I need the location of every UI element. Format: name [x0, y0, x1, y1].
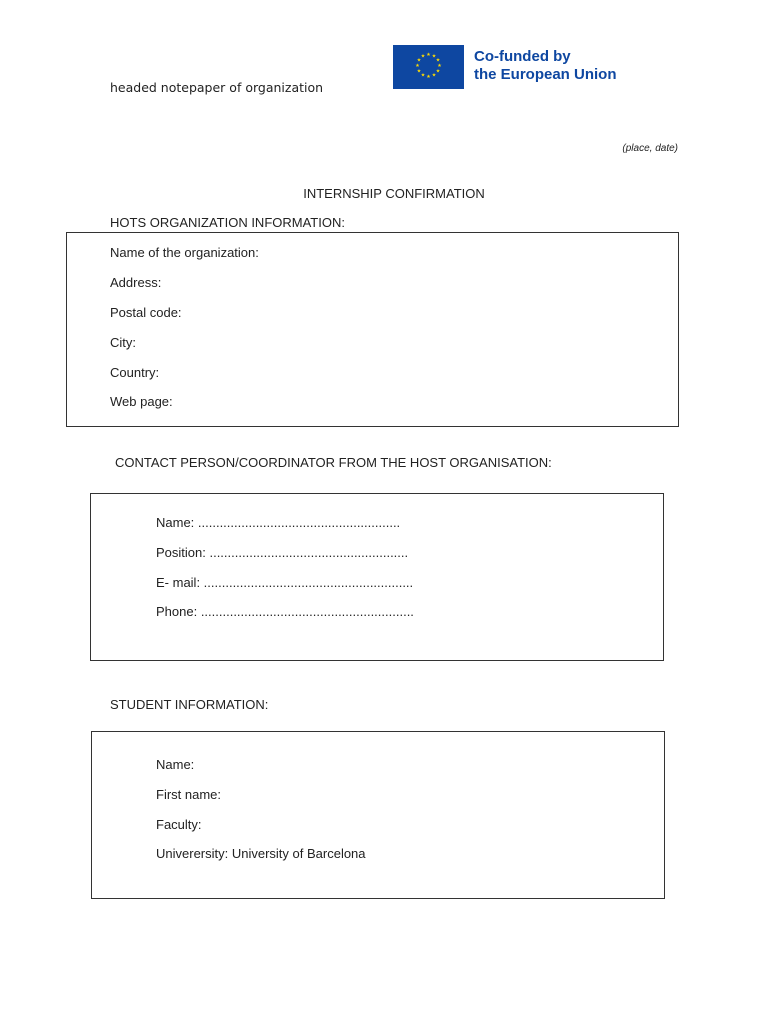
student-field-name: Name:: [156, 757, 195, 772]
eu-flag-icon: [393, 45, 464, 89]
host-org-heading: HOTS ORGANIZATION INFORMATION:: [110, 215, 345, 230]
svg-text:★: ★: [426, 74, 431, 80]
contact-field-phone: Phone: ...........................................................: [156, 604, 414, 619]
host-org-field-address: Address:: [110, 275, 162, 290]
svg-text:★: ★: [435, 68, 441, 75]
host-org-field-postal-code: Postal code:: [110, 305, 182, 320]
svg-text:★: ★: [420, 72, 426, 79]
contact-field-name: Name: ........................................................: [156, 515, 401, 530]
contact-heading: CONTACT PERSON/COORDINATOR FROM THE HOST ORGANISATION:: [115, 455, 552, 470]
svg-text:★: ★: [431, 72, 437, 79]
host-org-field-web-page: Web page:: [110, 394, 173, 409]
contact-field-email: E- mail: ..........................................................: [156, 575, 414, 590]
student-field-university: Univerersity: University of Barcelona: [156, 846, 366, 861]
eu-line-1: Co-funded by: [474, 48, 571, 65]
svg-text:★: ★: [416, 57, 422, 64]
place-date-placeholder: (place, date): [622, 143, 678, 154]
host-org-field-name: Name of the organization:: [110, 245, 259, 260]
svg-text:★: ★: [420, 53, 426, 60]
contact-field-position: Position: .......................................................: [156, 545, 409, 560]
student-heading: STUDENT INFORMATION:: [110, 697, 269, 712]
eu-line-2: the European Union: [474, 66, 617, 83]
document-title: INTERNSHIP CONFIRMATION: [303, 186, 485, 201]
eu-cofunded-label: [474, 48, 617, 84]
svg-text:★: ★: [431, 53, 437, 60]
svg-text:★: ★: [437, 63, 442, 69]
host-org-field-city: City:: [110, 335, 136, 350]
student-field-faculty: Faculty:: [156, 817, 202, 832]
svg-text:★: ★: [415, 63, 420, 69]
student-field-first-name: First name:: [156, 787, 222, 802]
svg-text:★: ★: [435, 57, 441, 64]
svg-text:★: ★: [426, 52, 431, 58]
svg-text:★: ★: [416, 68, 422, 75]
host-org-field-country: Country:: [110, 365, 160, 380]
headed-notepaper-note: headed notepaper of organization: [110, 80, 324, 95]
